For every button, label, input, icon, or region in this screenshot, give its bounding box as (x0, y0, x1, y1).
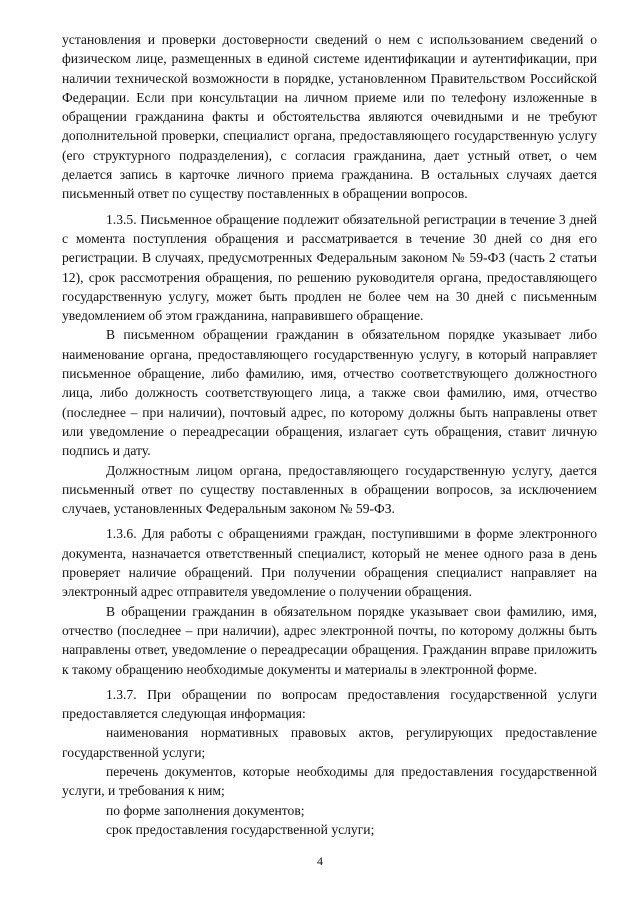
document-page (62, 30, 597, 839)
paragraph-1-3-7: 1.3.7. При обращении по вопросам предоставления государственной услуги предоставляется следующая информация: (62, 686, 597, 722)
paragraph-1-3-5: 1.3.5. Письменное обращение подлежит обязательной регистрации в течение 3 дней с момента поступления обращения и рассматривается в течение 30 дней со дня его регистрации. В случаях, предусмотренных Федеральным законом № 59-ФЗ (часть 2 статьи 12), срок рассмотрения обращения, по решению руководителя органа, предоставляющего государственную услугу, может быть продлен не более чем на 30 дней с письменным уведомлением об этом гражданина, направившего обращение. (62, 211, 597, 324)
list-item-legal-acts: наименования нормативных правовых актов, регулирующих предоставление государственной услуги; (62, 725, 597, 760)
list-item-form-filling: по форме заполнения документов; (106, 802, 305, 818)
list-item-service-term: срок предоставления государственной услуги; (106, 821, 375, 837)
paragraph-electronic-request: В обращении гражданин в обязательном порядке указывает свои фамилию, имя, отчество (последнее – при наличии), адрес электронной почты, по которому должны быть направлены ответ, уведомление о переадресации обращения. Гражданин вправе приложить к такому обращению необходимые документы и материалы в электронной форме. (62, 603, 597, 677)
page-number: 4 (317, 854, 323, 868)
paragraph-written-request: В письменном обращении гражданин в обязательном порядке указывает либо наименование органа, предоставляющего государственную услугу, в который направляет письменное обращение, либо фамилию, имя, отчество соответствующего должностного лица, либо должность соответствующего лица, а также свои фамилию, имя, отчество (последнее – при наличии), почтовый адрес, по которому должны быть направлены ответ или уведомление о переадресации обращения, излагает суть обращения, ставит личную подпись и дату. (62, 327, 597, 459)
paragraph-1-3-6: 1.3.6. Для работы с обращениями граждан, поступившими в форме электронного документа, назначается ответственный специалист, который не менее одного раза в день проверяет наличие обращений. При получении обращения специалист направляет на электронный адрес отправителя уведомление о получении обращения. (62, 526, 597, 600)
paragraph-continuation: установления и проверки достоверности сведений о нем с использованием сведений о физическом лице, размещенных в единой системе идентификации и аутентификации, при наличии технической возможности в порядке, установленном Правительством Российской Федерации. Если при консультации на личном приеме или по телефону изложенные в обращении гражданина факты и обстоятельства являются очевидными и не требуют дополнительной проверки, специалист органа, предоставляющего государственную услугу (его структурного подразделения), с согласия гражданина, дает устный ответ, о чем делается запись в карточке личного приема гражданина. В остальных случаях дается письменный ответ по существу поставленных в обращении вопросов. (62, 32, 597, 202)
paragraph-official-response: Должностным лицом органа, предоставляющего государственную услугу, дается письменный ответ по существу поставленных в обращении вопросов, за исключением случаев, установленных Федеральным законом № 59-ФЗ. (62, 462, 597, 517)
list-item-documents: перечень документов, которые необходимы для предоставления государственной услуги, и требования к ним; (62, 763, 597, 799)
